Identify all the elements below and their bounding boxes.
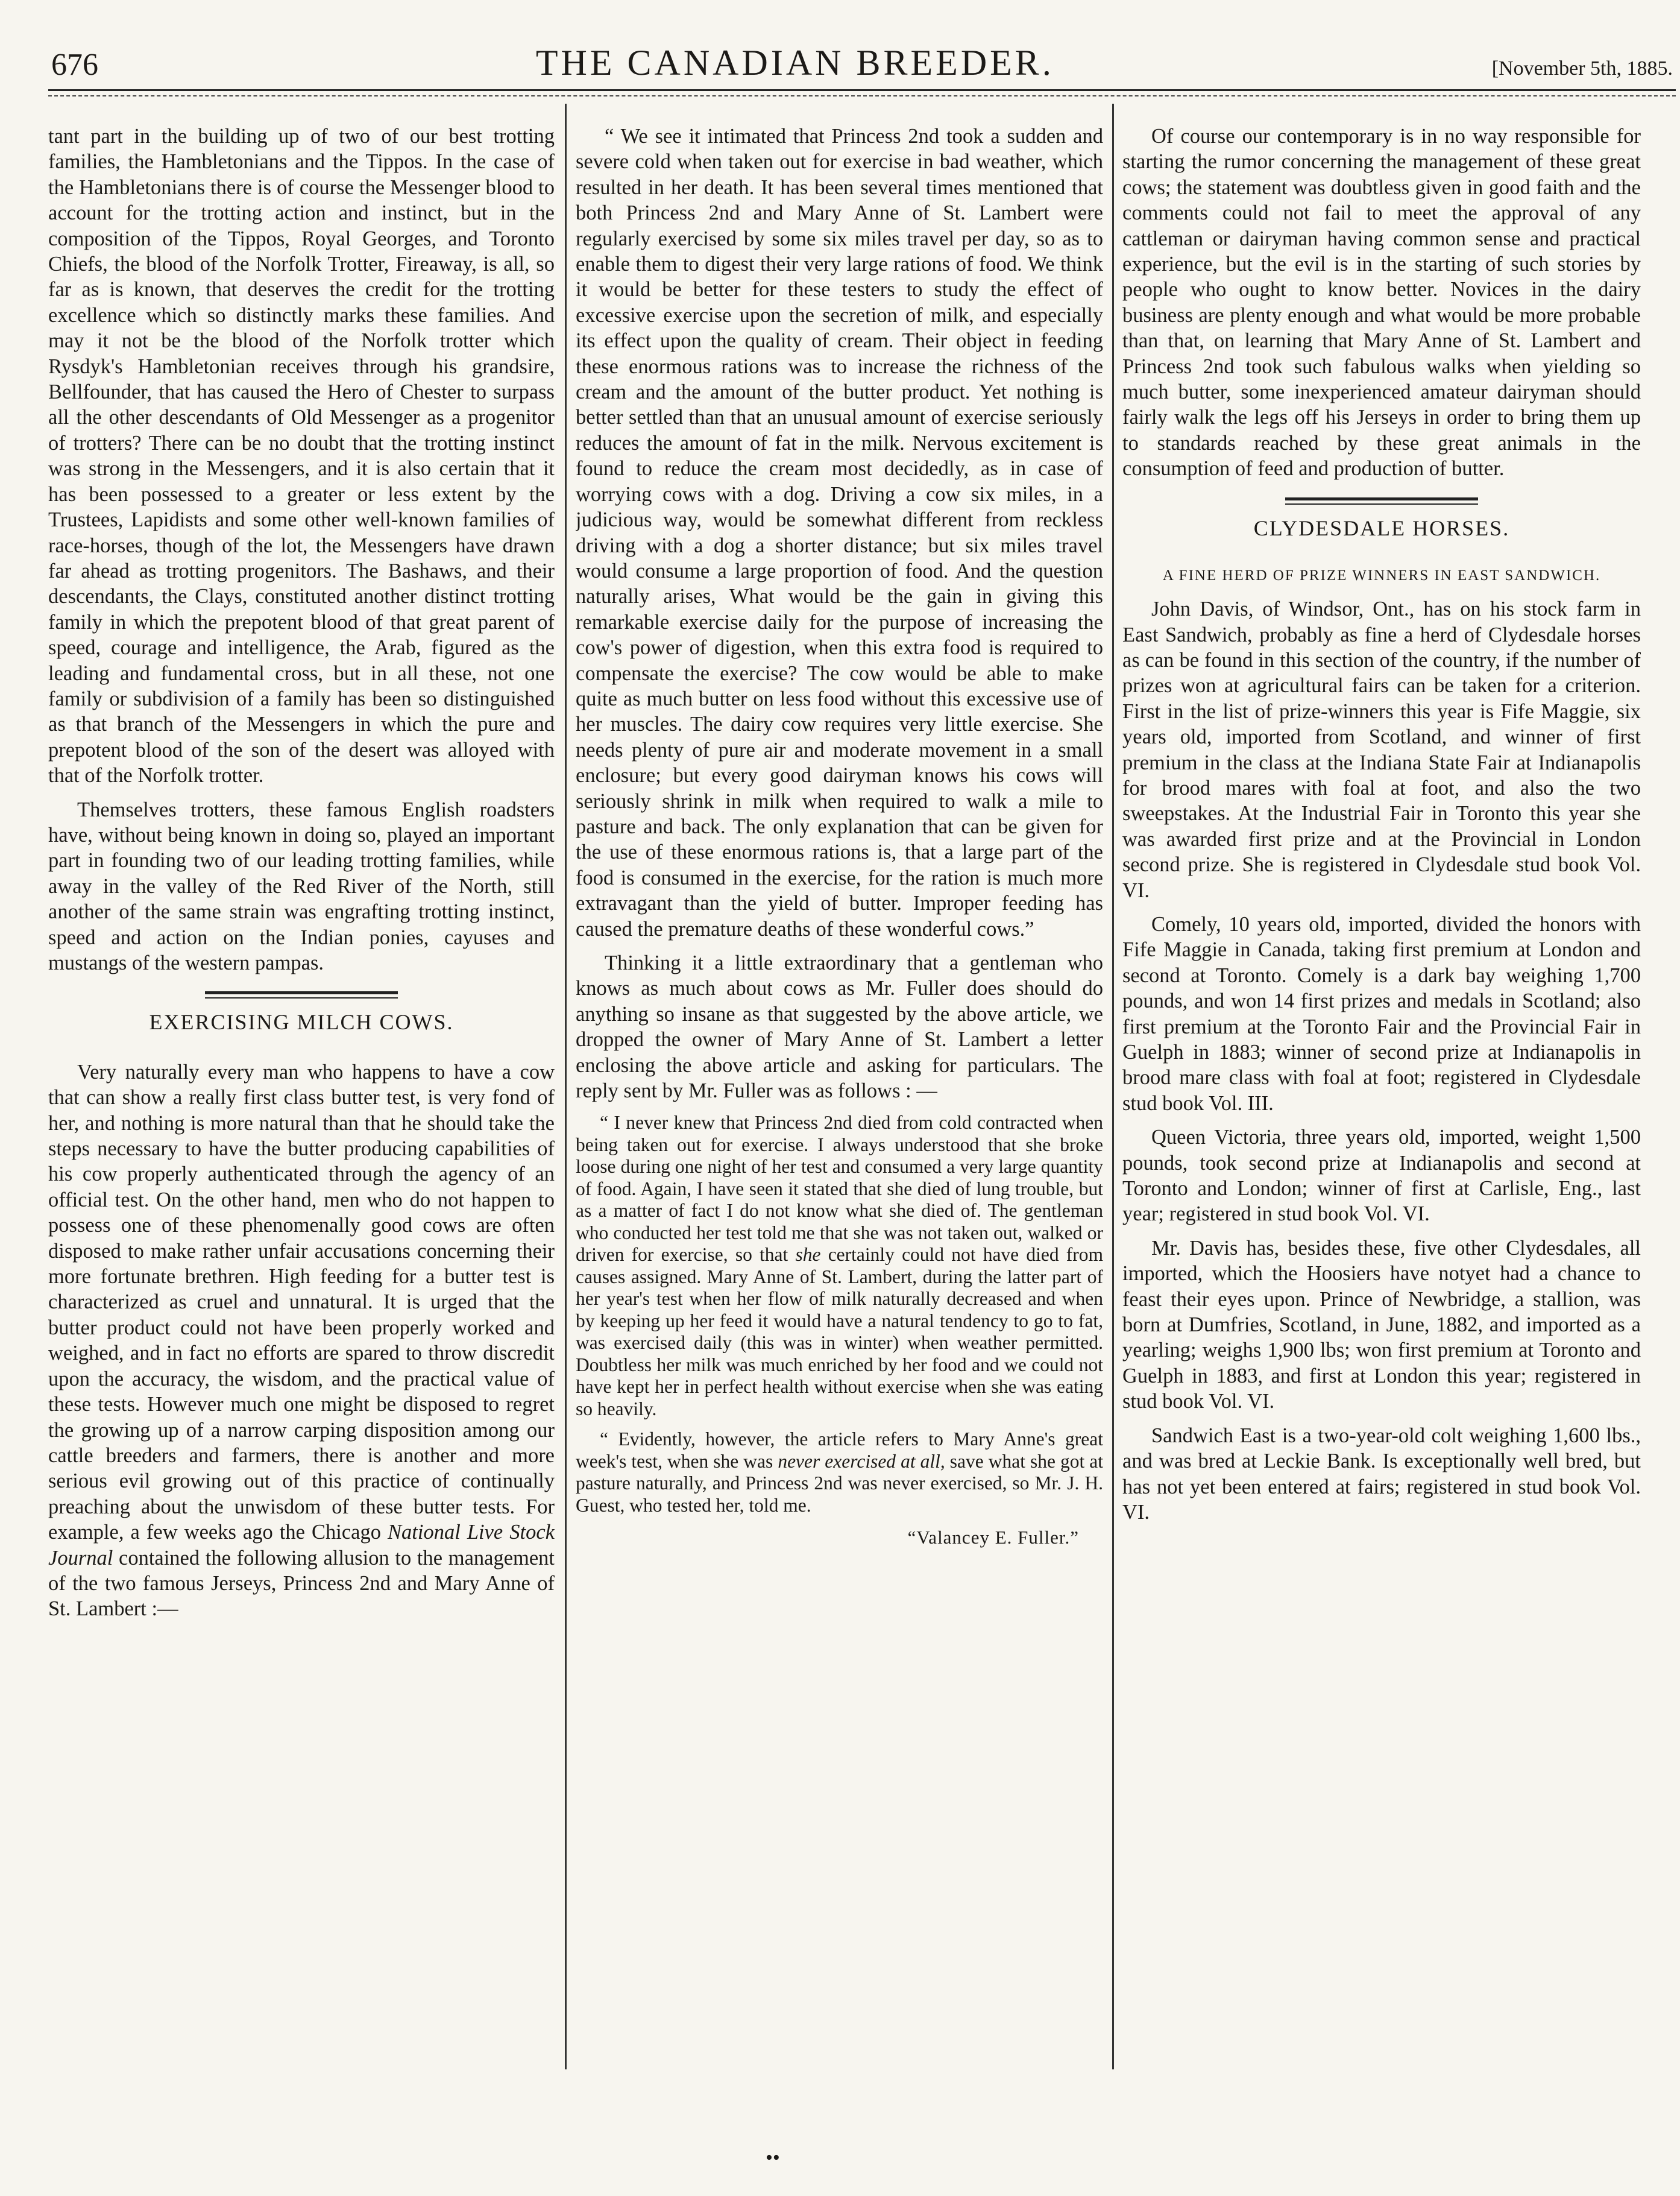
paragraph-text: Very naturally every man who happens to have a cow that can show a really first class butter test, is very fond of her, and nothing is more natural than that he should take the steps necessary to have the butter producing capabilities of his cow properly authenticated through the agency of an official test. On the other hand, men who do not happen to possess one of these phenomenally good cows are often disposed to make rather unfair accusations concerning their more fortunate brethren. High feeding for a butter test is characterized as cruel and unnatural. It is urged that the butter product could not have been properly worked and weighed, and in fact no efforts are spared to throw discredit upon the accuracy, the wisdom, and the practical value of these tests. However much one might be disposed to regret the growing up of a narrow carping disposition among our cattle breeders and farmers, there is another and more serious evil growing out of this practice of continually preaching about the unwisdom of these butter tests. For example, a few weeks ago the Chicago xyxy=(48,1060,555,1544)
quote-text: save what she got at pasture naturally, and Princess 2nd was never exercised, so Mr. J. H. Guest, who tested her, told me. xyxy=(576,1450,1103,1516)
article-paragraph xyxy=(48,1059,555,1622)
article-paragraph: Mr. Davis has, besides these, five other Clydesdales, all imported, which the Hoosiers have notyet had a chance to feast their eyes upon. Prince of Newbridge, a stallion, was born at Dumfries, Scotland, in June, 1882, and imported as a yearling; weighs 1,900 lbs; won first premium at Toronto and Guelph in 1883, and first at London this year; registered in stud book Vol. VI. xyxy=(1122,1236,1641,1413)
section-title-milch-cows: EXERCISING MILCH COWS. xyxy=(149,1010,454,1035)
paragraph-text: contained the following allusion to the management of the two famous Jerseys, Princess 2nd and Mary Anne of St. Lambert :— xyxy=(48,1546,555,1621)
footer-mark: •• xyxy=(766,2147,780,2169)
article-paragraph: John Davis, of Windsor, Ont., has on his stock farm in East Sandwich, probably as fine a herd of Clydesdale horses as can be found in this section of the country, if the number of prizes won at agricultural fairs can be taken for a criterion. First in the list of prize-winners this year is Fife Maggie, six years old, imported from Scotland, and winner of first premium in the class at the Indiana State Fair at Indianapolis for brood mares with foal at foot, and also the two sweepstakes. At the Industrial Fair in Toronto this year she was awarded first prize and at the Provincial in London second prize. She is registered in Clydesdale stud book Vol. VI. xyxy=(1122,598,1641,902)
masthead-title: THE CANADIAN BREEDER. xyxy=(535,43,1054,83)
article-paragraph: Of course our contemporary is in no way responsible for starting the rumor concerning the management of these great cows; the statement was doubtless given in good faith and the comments could not fail to meet the approval of any cattleman or dairyman having common sense and practical experience, but the evil is in the starting of such stories by people who ought to know better. Novices in the dairy business are plenty enough and what would be more probable than that, on learning that Mary Anne of St. Lambert and Princess 2nd took such fabulous walks when yielding so much butter, some inexperienced amateur dairyman should fairly walk the legs off his Jerseys in order to bring them up to standards reached by these great animals in the consumption of feed and production of butter. xyxy=(1122,125,1641,481)
column-divider-left xyxy=(565,104,567,2069)
quoted-letter xyxy=(576,1428,1103,1516)
header-rule-dashed xyxy=(48,95,1676,96)
quote-text: certainly could not have died from causes assigned. Mary Anne of St. Lambert, during the latter part of her year's test when her flow of milk naturally decreased and when by keeping up her feed it would have a natural tendency to go to fat, was exercised daily (this was in winter) when weather permitted. Doubtless her milk was much enriched by her food and we could not have kept her in perfect health without exercise when she was eating so heavily. xyxy=(576,1244,1103,1419)
quote-text: “ Evidently, however, the article refers to Mary Anne's great week's test, when she was xyxy=(576,1428,1103,1472)
journal-title: National Live Stock Journal xyxy=(48,1521,555,1570)
quote-emphasis: she xyxy=(795,1244,821,1266)
article-paragraph: Queen Victoria, three years old, imported, weight 1,500 pounds, took second prize at Indianapolis and second at Toronto and London; winner of first at Carlisle, Eng., last year; registered in stud book Vol. VI. xyxy=(1122,1126,1641,1226)
article-paragraph: Comely, 10 years old, imported, divided the honors with Fife Maggie in Canada, taking first premium at London and second at Toronto. Comely is a dark bay weighing 1,700 pounds, and won 14 first prizes and medals in Scotland; also first premium at the Toronto Fair and the Provincial Fair in Guelph in 1883; winner of second prize at Indianapolis in brood mare class with foal at foot; registered in Clydesdale stud book Vol. III. xyxy=(1122,912,1641,1115)
header-rule xyxy=(48,89,1676,91)
quote-emphasis: never exercised at all, xyxy=(778,1450,945,1472)
article-paragraph: tant part in the building up of two of our best trotting families, the Hambletonians and the Tippos. In the case of the Hambletonians there is of course the Messenger blood to account for the trotting action and instinct, but in the composition of the Tippos, Royal Georges, and Toronto Chiefs, the blood of the Norfolk Trotter, Fireaway, is all, so far as is known, that deserves the credit for the trotting excellence which so distinctly marks these families. And may it not be the blood of the Norfolk trotter which Rysdyk's Hambletonian receives through his grandsire, Bellfounder, that has caused the Hero of Chester to surpass all the other descendants of Old Messenger as a progenitor of trotters? There can be no doubt that the trotting instinct was strong in the Messengers, and it is also certain that it has been possessed to a greater or less extent by the Trustees, Lapidists and some other well-known families of race-horses, though of the lot, the Messengers have drawn far ahead as trotting progenitors. The Bashaws, and their descendants, the Clays, constituted another distinct trotting family in which the prepotent blood of that great parent of speed, courage and intelligence, the Arab, figured as the leading and fundamental cross, but in all these, not one family or subdivision of a family has been so distinguished as that branch of the Messengers in which the pure and prepotent blood of the son of the desert was alloyed with that of the Norfolk trotter. xyxy=(48,125,555,787)
section-title-clydesdale: CLYDESDALE HORSES. xyxy=(1253,516,1510,540)
quoted-letter xyxy=(576,1112,1103,1420)
letter-signature: “Valancey E. Fuller.” xyxy=(907,1527,1079,1548)
column-3 xyxy=(1122,124,1641,2039)
quote-text: “ I never knew that Princess 2nd died from cold contracted when being taken out for exercise. I always understood that she broke loose during one night of her test and consumed a very large quantity of food. Again, I have seen it stated that she died of lung trouble, but as a matter of fact I do not know what she died of. The gentleman who conducted her test told me that she was not taken out, walked or driven for exercise, so that xyxy=(576,1112,1103,1266)
column-1 xyxy=(48,124,555,2039)
article-paragraph: Themselves trotters, these famous English roadsters have, without being known in doing so, played an important part in founding two of our leading trotting families, while away in the valley of the Red River of the North, still another of the same strain was engrafting trotting instinct, speed and action on the Indian ponies, cayuses and mustangs of the western pampas. xyxy=(48,798,555,974)
section-divider xyxy=(1285,497,1478,505)
column-divider-right xyxy=(1112,104,1114,2069)
column-2 xyxy=(576,124,1103,2039)
section-subtitle: A FINE HERD OF PRIZE WINNERS IN EAST SANDWICH. xyxy=(1162,567,1601,584)
article-paragraph: Sandwich East is a two-year-old colt weighing 1,600 lbs., and was bred at Leckie Bank. Is exceptionally well bred, but has not yet been entered at fairs; registered in stud book Vol. VI. xyxy=(1122,1424,1641,1524)
article-paragraph: Thinking it a little extraordinary that a gentleman who knows as much about cows as Mr. Fuller does should do anything so insane as that suggested by the above article, we dropped the owner of Mary Anne of St. Lambert a letter enclosing the above article and asking for particulars. The reply sent by Mr. Fuller was as follows : — xyxy=(576,951,1103,1103)
page-number: 676 xyxy=(51,48,98,82)
page-header xyxy=(51,42,1673,84)
issue-date: [November 5th, 1885. xyxy=(1491,57,1673,80)
section-divider xyxy=(205,991,398,999)
article-paragraph: “ We see it intimated that Princess 2nd took a sudden and severe cold when taken out for exercise in bad weather, which resulted in her death. It has been several times mentioned that both Princess 2nd and Mary Anne of St. Lambert were regularly exercised by some six miles travel per day, so as to enable them to digest their very large rations of food. We think it would be better for these testers to study the effect of excessive exercise upon the secretion of milk, and especially its effect upon the quality of cream. Their object in feeding these enormous rations was to increase the richness of the cream and the amount of the butter product. Yet nothing is better settled than that an unusual amount of exercise seriously reduces the amount of fat in the milk. Nervous excitement is found to reduce the cream most decidedly, as in case of worrying cows with a dog. Driving a cow six miles, in a judicious way, would be somewhat different from reckless driving with a dog a shorter distance; but six miles travel would consume a large proportion of food. And the question naturally arises, What would be the gain in giving this remarkable exercise daily for the purpose of increasing the cow's power of digestion, when this extra food is required to compensate the exercise? The cow would be able to make quite as much butter on less food without this excessive use of her muscles. The dairy cow requires very little exercise. She needs plenty of pure air and moderate movement in a small enclosure; but every good dairyman knows his cows will seriously shrink in milk when required to walk a mile to pasture and back. The only explanation that can be given for the use of these enormous rations is, that a large part of the food is consumed in the exercise, for the ration is much more extravagant than the yield of butter. Improper feeding has caused the premature deaths of these wonderful cows.” xyxy=(576,125,1103,941)
